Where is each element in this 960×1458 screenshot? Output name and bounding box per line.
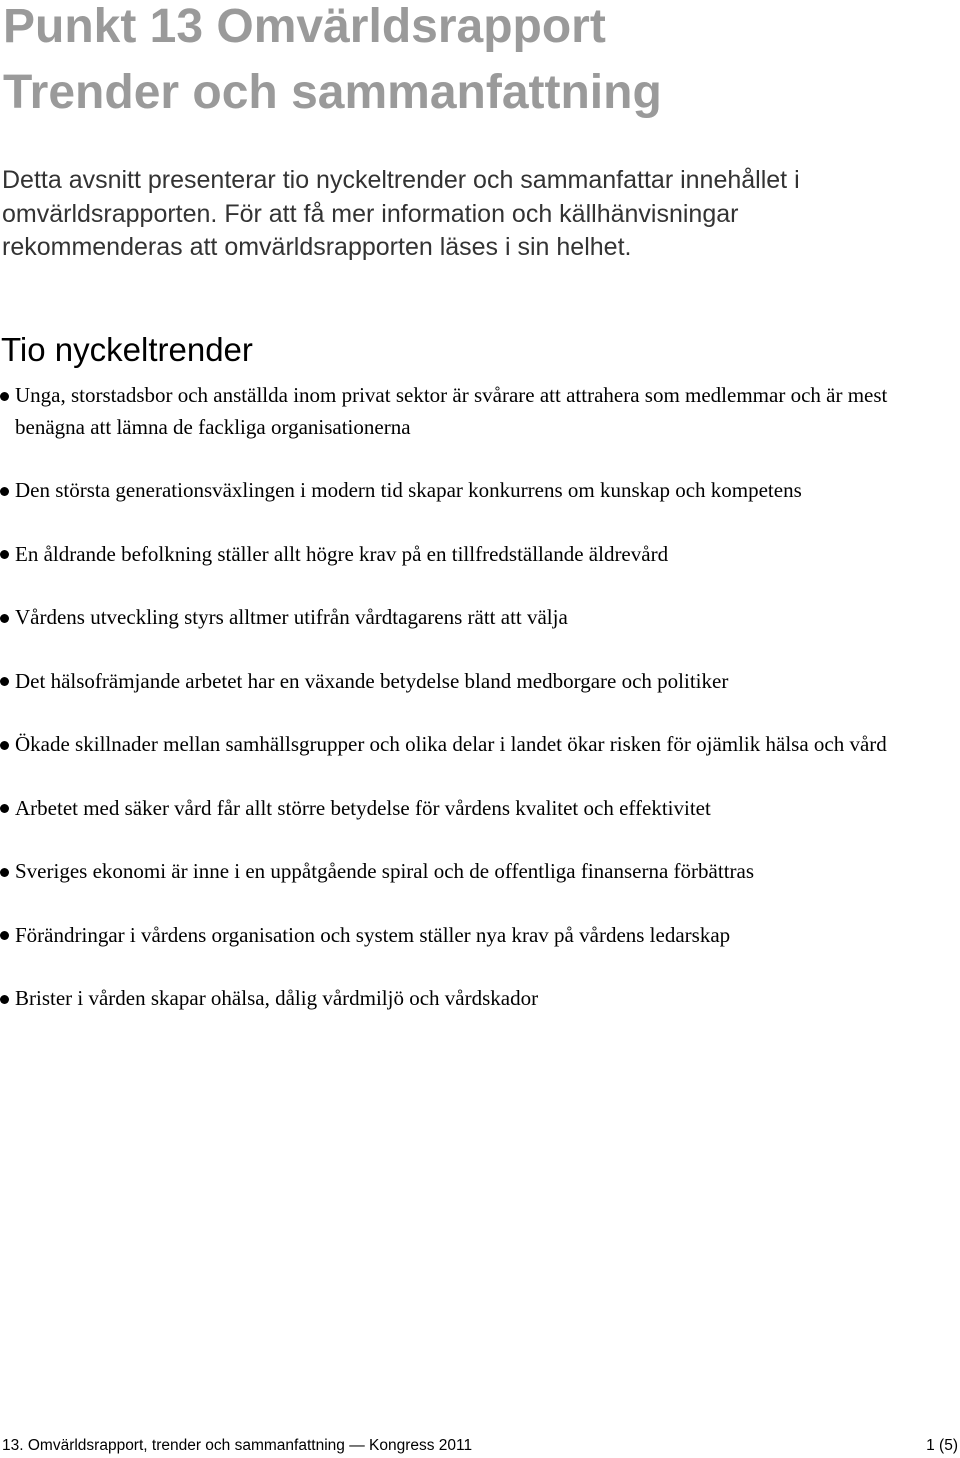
bullet-icon [0,931,9,940]
page-title [3,0,662,126]
trend-item-text: Vårdens utveckling styrs alltmer utifrån vårdtagarens rätt att välja [15,605,568,629]
trend-item [0,539,900,571]
bullet-icon [0,614,9,623]
footer-page-number: 1 (5) [926,1437,958,1454]
trend-item-text: Sveriges ekonomi är inne i en uppåtgående spiral och de offentliga finanserna förbättras [15,859,755,883]
trend-item [0,475,900,507]
trend-item-text: Förändringar i vårdens organisation och system ställer nya krav på vårdens ledarskap [15,922,731,947]
bullet-icon [0,550,9,559]
bullet-icon [0,741,9,750]
intro-paragraph: Detta avsnitt presenterar tio nyckeltrender och sammanfattar innehållet i omvärldsrapporten. För att få mer information och källhänvisningar rekommenderas att omvärldsrapporten läses i sin helhet. [2,166,800,261]
bullet-icon [0,677,9,686]
trend-item [0,666,900,698]
bullet-icon [0,995,9,1004]
trend-list [0,380,900,1047]
page-title-line-1: Punkt 13 Omvärldsrapport [3,0,606,53]
trend-item-text: En åldrande befolkning ställer allt högre krav på en tillfredställande äldrevård [15,541,669,566]
trend-item [0,983,900,1015]
trend-item [0,729,900,761]
trend-item [0,380,900,443]
trend-item-text: Brister i vården skapar ohälsa, dålig vårdmiljö och vårdskador [15,986,539,1010]
section-heading: Tio nyckeltrender [1,331,253,368]
trend-item-text: Arbetet med säker vård får allt större betydelse för vårdens kvalitet och effektivitet [15,795,711,820]
bullet-icon [0,487,9,496]
footer-document-title: 13. Omvärldsrapport, trender och sammanfattning — Kongress 2011 [2,1437,473,1454]
trend-item [0,793,900,825]
page-title-line-2: Trender och sammanfattning [3,66,662,119]
trend-item-text: Det hälsofrämjande arbetet har en växande betydelse bland medborgare och politiker [15,668,729,693]
bullet-icon [0,804,9,813]
trend-item-text: Unga, storstadsbor och anställda inom privat sektor är svårare att attrahera som medlemmar och är mest benägna att lämna de fackliga organisationerna [15,383,888,439]
trend-item-text: Den största generationsväxlingen i modern tid skapar konkurrens om kunskap och kompetens [15,478,802,502]
bullet-icon [0,392,9,401]
trend-item [0,602,900,634]
trend-item-text: Ökade skillnader mellan samhällsgrupper och olika delar i landet ökar risken för ojämlik hälsa och vård [15,732,887,756]
bullet-icon [0,868,9,877]
trend-item [0,856,900,888]
trend-item [0,920,900,952]
